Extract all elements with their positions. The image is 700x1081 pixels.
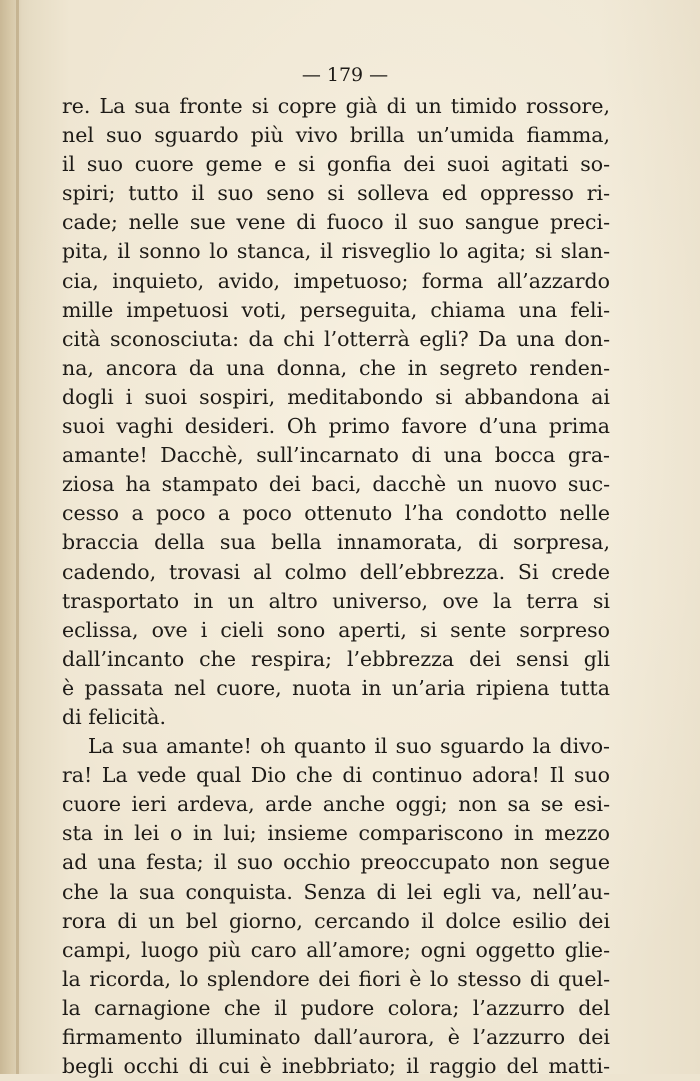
page-text-block — [62, 58, 610, 1081]
text-line: ziosa ha stampato dei baci, dacchè un nuovo suc- — [62, 472, 610, 497]
text-line: cuore ieri ardeva, arde anche oggi; non sa se esi- — [62, 792, 610, 817]
text-line: suoi vaghi desideri. Oh primo favore d’una prima — [62, 414, 610, 439]
text-line: cità sconosciuta: da chi l’otterrà egli? Da una don- — [62, 326, 610, 351]
text-line: sta in lei o in lui; insieme compariscono in mezzo — [62, 821, 610, 846]
book-spine-edge — [16, 0, 19, 1074]
text-line: è passata nel cuore, nuota in un’aria ripiena tutta — [62, 675, 610, 700]
text-line: pita, il sonno lo stanca, il risveglio lo agita; si slan- — [62, 239, 610, 264]
text-line: ad una festa; il suo occhio preoccupato non segue — [62, 850, 610, 875]
text-line: spiri; tutto il suo seno si solleva ed oppresso ri- — [62, 181, 610, 206]
text-line: cia, inquieto, avido, impetuoso; forma all’azzardo — [62, 268, 610, 293]
text-line: eclissa, ove i cieli sono aperti, si sente sorpreso — [62, 617, 610, 642]
text-line: la ricorda, lo splendore dei fiori è lo stesso di quel- — [62, 966, 610, 991]
text-line: cadendo, trovasi al colmo dell’ebbrezza. Si crede — [62, 559, 610, 584]
text-line: cesso a poco a poco ottenuto l’ha condotto nelle — [62, 501, 610, 526]
text-line: che la sua conquista. Senza di lei egli va, nell’au- — [62, 879, 610, 904]
text-line: campi, luogo più caro all’amore; ogni oggetto glie- — [62, 937, 610, 962]
paragraph-2 — [62, 732, 610, 1081]
text-line: ra! La vede qual Dio che di continuo adora! Il suo — [62, 763, 610, 788]
text-line: la carnagione che il pudore colora; l’azzurro del — [62, 995, 610, 1020]
text-line: di felicità. — [62, 704, 167, 729]
text-line: begli occhi di cui è inebbriato; il raggio del matti- — [62, 1054, 610, 1079]
text-line: re. La sua fronte si copre già di un timido rossore, — [62, 94, 610, 118]
text-line: braccia della sua bella innamorata, di sorpresa, — [62, 530, 610, 555]
text-line: dogli i suoi sospiri, meditabondo si abbandona ai — [62, 384, 610, 409]
text-line: La sua amante! oh quanto il suo sguardo la divo- — [88, 734, 610, 759]
text-line: rora di un bel giorno, cercando il dolce esilio dei — [62, 908, 610, 933]
text-line: trasportato in un altro universo, ove la terra si — [62, 588, 610, 613]
text-line: amante! Dacchè, sull’incarnato di una bocca gra- — [62, 443, 610, 468]
text-line: il suo cuore geme e si gonfia dei suoi agitati so- — [62, 152, 610, 177]
page-number: — 179 — — [301, 64, 389, 86]
text-line: firmamento illuminato dall’aurora, è l’azzurro dei — [62, 1025, 610, 1049]
text-line: mille impetuosi voti, perseguita, chiama una feli- — [62, 297, 610, 322]
paragraph-1 — [62, 92, 610, 732]
text-line: dall’incanto che respira; l’ebbrezza dei sensi gli — [62, 646, 610, 671]
text-line: na, ancora da una donna, che in segreto renden- — [62, 355, 610, 380]
text-line: cade; nelle sue vene di fuoco il suo sangue preci- — [62, 210, 610, 235]
text-line: nel suo sguardo più vivo brilla un’umida fiamma, — [62, 123, 610, 148]
